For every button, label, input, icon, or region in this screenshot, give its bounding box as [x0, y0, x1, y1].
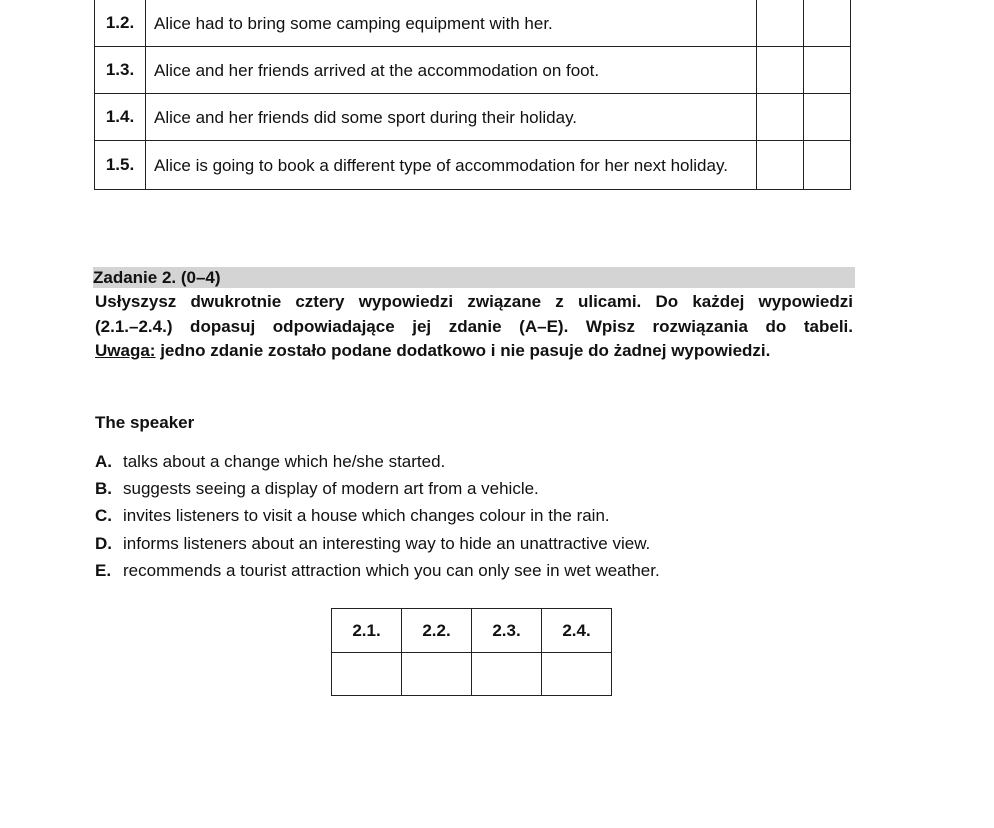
statement-text: Alice had to bring some camping equipment with her. [146, 0, 757, 47]
option-text: invites listeners to visit a house which changes colour in the rain. [123, 506, 610, 526]
options-heading: The speaker [95, 413, 195, 432]
answer-header: 2.2. [402, 609, 472, 653]
option-letter: D. [95, 533, 112, 553]
note-text: jedno zdanie zostało podane dodatkowo i nie pasuje do żadnej wypowiedzi. [155, 341, 771, 360]
item-number: 1.3. [95, 47, 146, 94]
option-letter: A. [95, 452, 112, 471]
answer-cell[interactable] [542, 653, 612, 696]
list-item [95, 557, 660, 584]
answer-header-row [332, 609, 612, 653]
true-false-table [94, 0, 851, 190]
option-text: talks about a change which he/she started. [123, 452, 446, 471]
statement-text: Alice and her friends arrived at the accommodation on foot. [146, 47, 757, 94]
table-row [95, 47, 851, 94]
item-number: 1.4. [95, 94, 146, 141]
option-text: recommends a tourist attraction which you can only see in wet weather. [123, 560, 660, 580]
answer-table [331, 608, 612, 696]
task-title: Zadanie 2. (0–4) [93, 267, 855, 288]
answer-header: 2.3. [472, 609, 542, 653]
answer-cell[interactable] [402, 653, 472, 696]
instruction-line: Usłyszysz dwukrotnie cztery wypowiedzi związane z ulicami. Do każdej wypowiedzi [95, 292, 853, 311]
note-label: Uwaga: [95, 341, 156, 360]
statement-text: Alice is going to book a different type of accommodation for her next holiday. [146, 141, 757, 190]
task-instructions [95, 290, 853, 364]
instruction-note [95, 339, 853, 364]
table-row [95, 0, 851, 47]
answer-box-true[interactable] [757, 47, 804, 94]
answer-input-row [332, 653, 612, 696]
answer-box-false[interactable] [804, 94, 851, 141]
item-number: 1.2. [95, 0, 146, 47]
option-letter: C. [95, 506, 112, 526]
answer-box-true[interactable] [757, 94, 804, 141]
option-letter: E. [95, 560, 112, 580]
answer-box-true[interactable] [757, 141, 804, 190]
answer-cell[interactable] [472, 653, 542, 696]
instruction-line: (2.1.–2.4.) dopasuj odpowiadające jej zdanie (A–E). Wpisz rozwiązania do tabeli. [95, 316, 853, 336]
table-row [95, 94, 851, 141]
list-item [95, 448, 660, 475]
list-item [95, 502, 660, 529]
option-text: suggests seeing a display of modern art from a vehicle. [123, 479, 539, 499]
list-item [95, 530, 660, 557]
answer-box-false[interactable] [804, 47, 851, 94]
options-list [95, 448, 660, 584]
answer-box-true[interactable] [757, 0, 804, 47]
answer-box-false[interactable] [804, 0, 851, 47]
option-letter: B. [95, 479, 112, 499]
answer-cell[interactable] [332, 653, 402, 696]
answer-box-false[interactable] [804, 141, 851, 190]
option-text: informs listeners about an interesting way to hide an unattractive view. [123, 533, 651, 553]
item-number: 1.5. [95, 141, 146, 190]
answer-header: 2.4. [542, 609, 612, 653]
table-row [95, 141, 851, 190]
statement-text: Alice and her friends did some sport during their holiday. [146, 94, 757, 141]
list-item [95, 475, 660, 502]
answer-header: 2.1. [332, 609, 402, 653]
